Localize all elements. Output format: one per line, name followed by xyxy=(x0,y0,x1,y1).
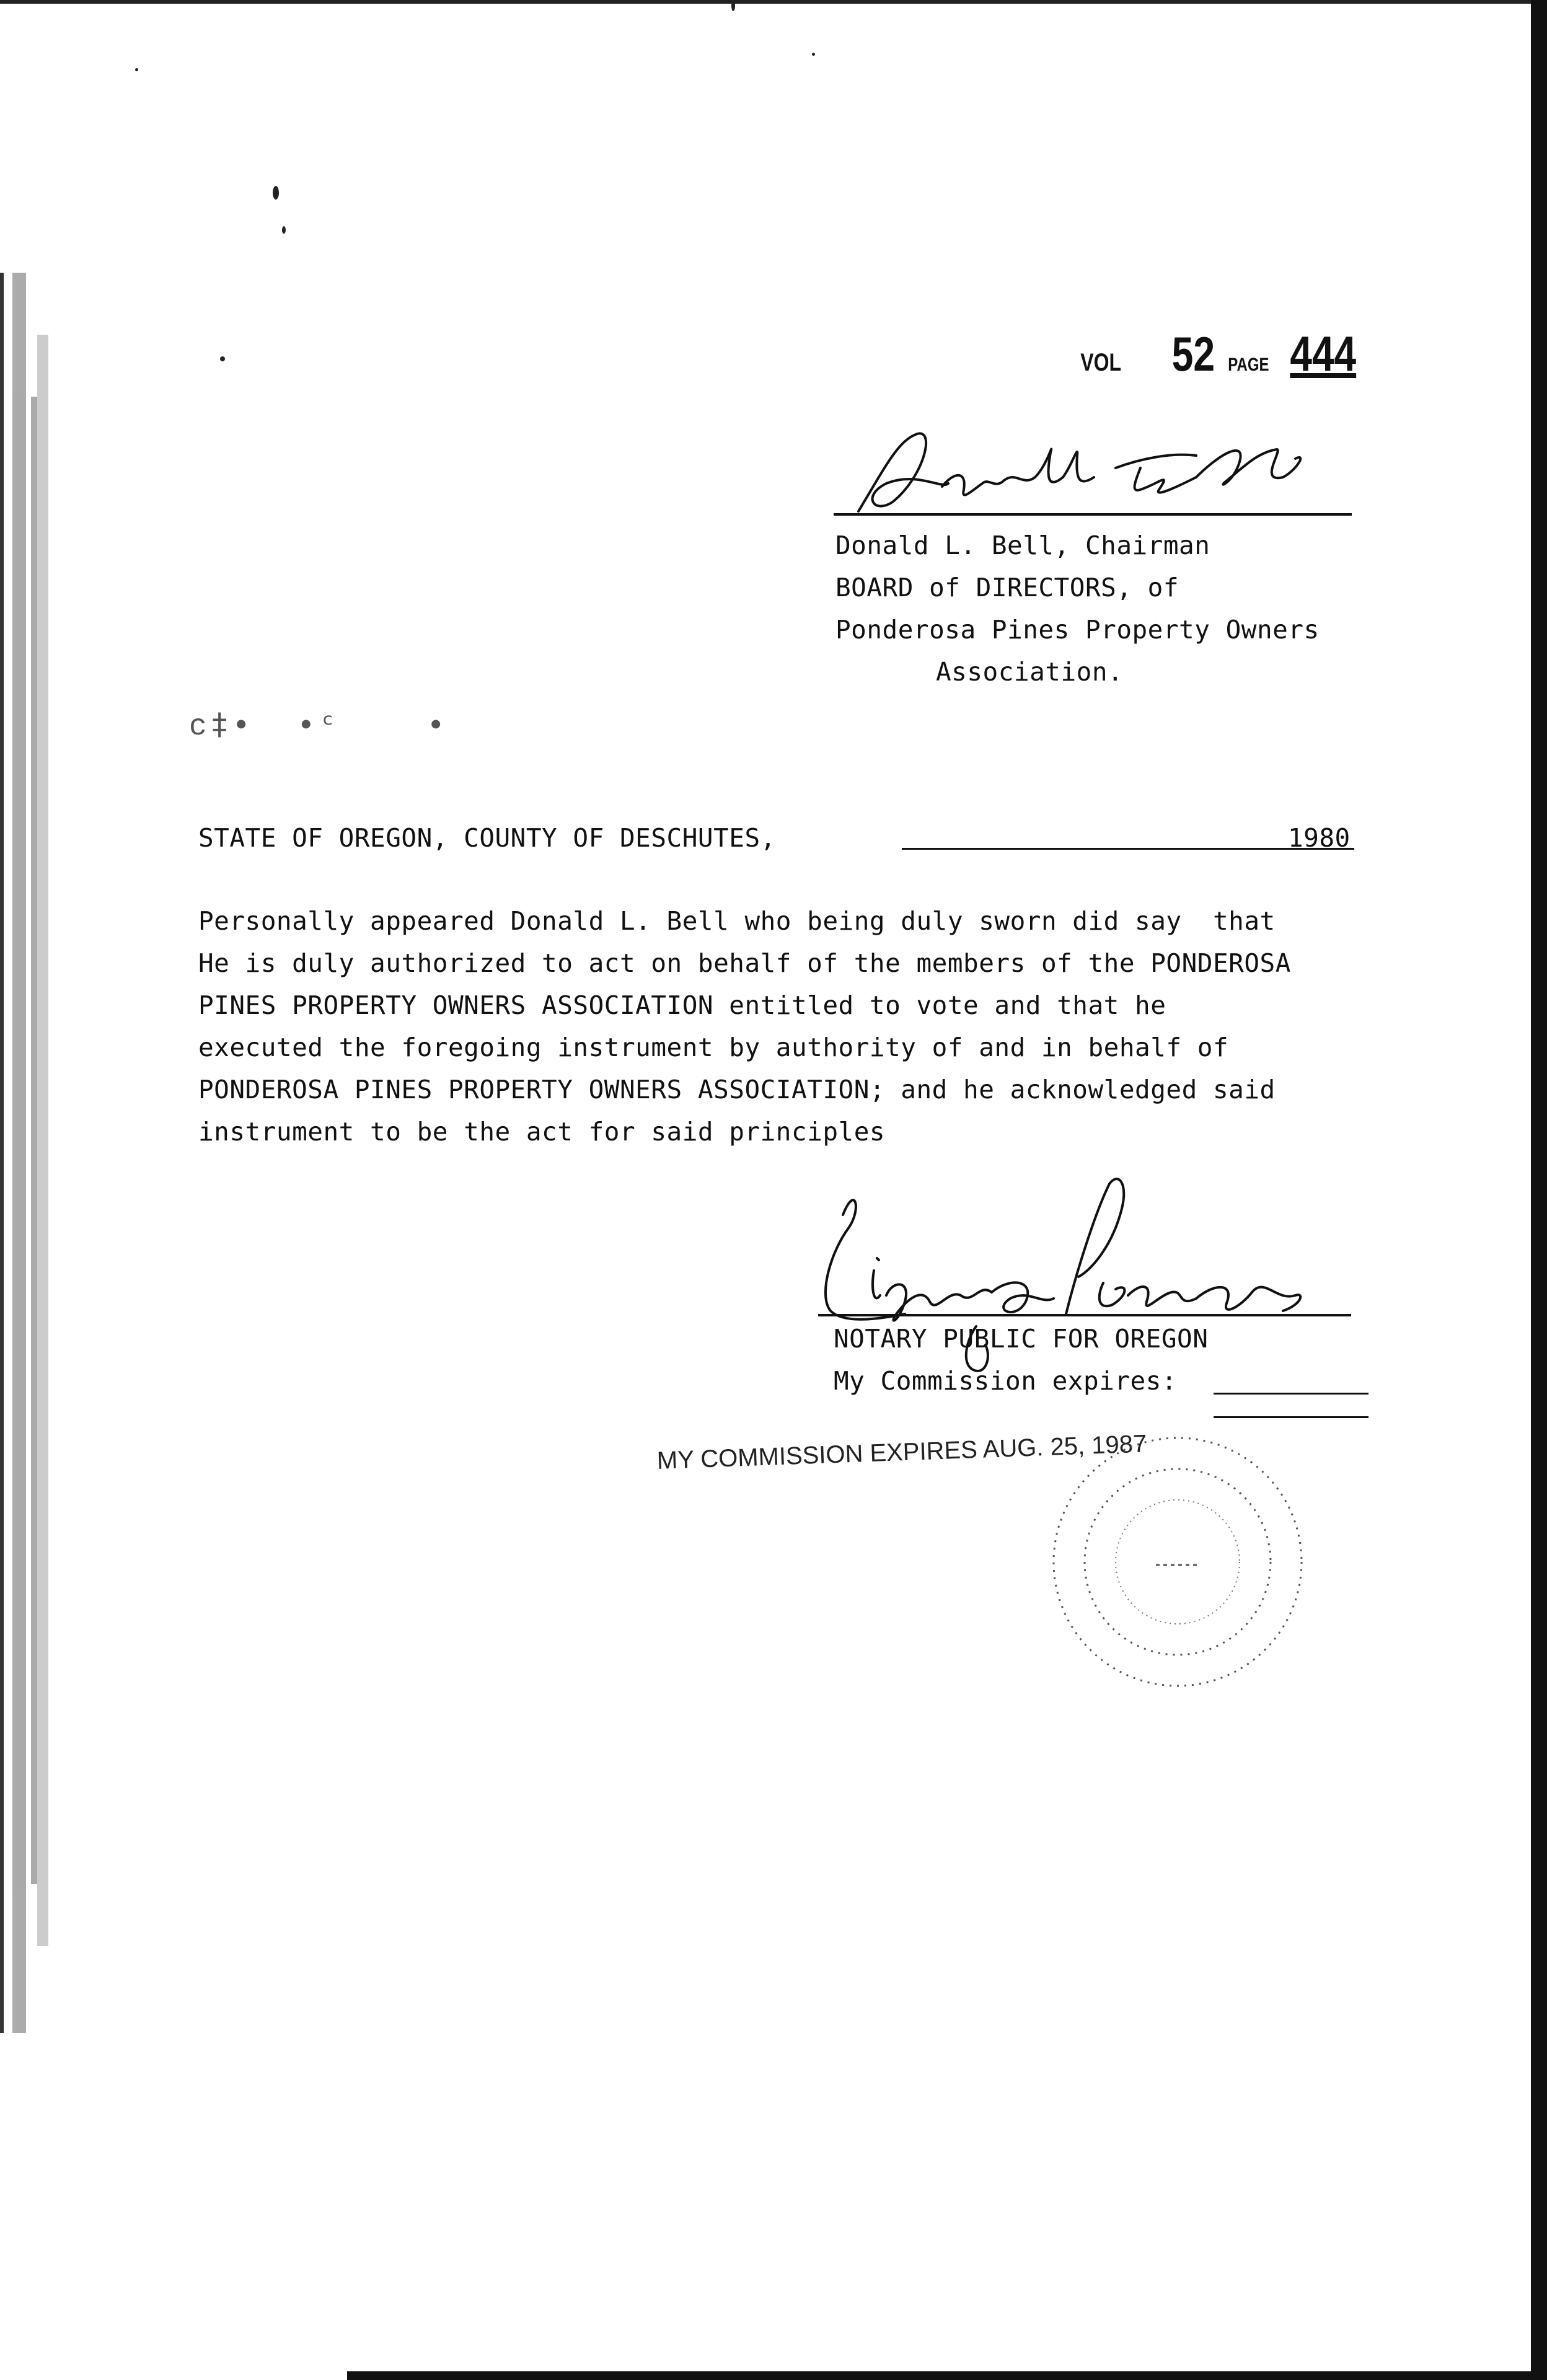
scan-edge-top xyxy=(0,0,1547,4)
acknowledgment-year: 1980 xyxy=(1288,823,1351,853)
scan-edge-bottom xyxy=(347,2371,1547,2380)
body-line: Personally appeared Donald L. Bell who being duly sworn did say that xyxy=(198,906,1276,936)
commission-blank-line-2 xyxy=(1214,1416,1368,1418)
scan-noise-left xyxy=(0,273,68,2033)
page-label: PAGE xyxy=(1228,355,1269,375)
smudged-mark: ᴄ‡∙ ∙ᶜ ∙ xyxy=(189,707,449,742)
notary-seal xyxy=(1023,1426,1345,1698)
volume-page-reference xyxy=(1075,325,1365,381)
notary-signature-line xyxy=(818,1314,1351,1316)
signer-name-title: Donald L. Bell, Chairman xyxy=(835,531,1210,560)
notary-commission-label: My Commission expires: xyxy=(834,1366,1178,1396)
scan-edge-right xyxy=(1531,0,1547,2380)
signer-board: BOARD of DIRECTORS, of xyxy=(835,573,1179,602)
vol-number: 52 xyxy=(1171,327,1215,381)
notary-title: NOTARY PUBLIC FOR OREGON xyxy=(834,1324,1209,1354)
speck xyxy=(282,226,286,234)
body-line: instrument to be the act for said principles xyxy=(198,1117,886,1147)
chairman-signature xyxy=(849,428,1320,521)
page-number: 444 xyxy=(1290,326,1357,381)
commission-stamp-text: MY COMMISSION EXPIRES AUG. 25, 1987 xyxy=(656,1430,1147,1474)
signer-organization: Ponderosa Pines Property Owners xyxy=(835,615,1320,645)
speck xyxy=(220,356,225,361)
date-blank-line xyxy=(902,848,1354,850)
body-line: PINES PROPERTY OWNERS ASSOCIATION entitled to vote and that he xyxy=(198,990,1166,1020)
speck xyxy=(812,53,815,56)
commission-blank-line xyxy=(1214,1393,1368,1395)
speck xyxy=(273,186,279,200)
chairman-signature-line xyxy=(834,513,1352,516)
speck xyxy=(135,68,138,71)
body-line: He is duly authorized to act on behalf of the members of the PONDEROSA xyxy=(198,948,1291,978)
signer-organization-cont: Association. xyxy=(936,657,1124,687)
speck xyxy=(731,0,735,11)
venue-heading: STATE OF OREGON, COUNTY OF DESCHUTES, xyxy=(198,823,776,853)
vol-label: VOL xyxy=(1080,349,1122,376)
body-line: PONDEROSA PINES PROPERTY OWNERS ASSOCIATION; and he acknowledged said xyxy=(198,1075,1276,1104)
body-line: executed the foregoing instrument by authority of and in behalf of xyxy=(198,1033,1229,1062)
